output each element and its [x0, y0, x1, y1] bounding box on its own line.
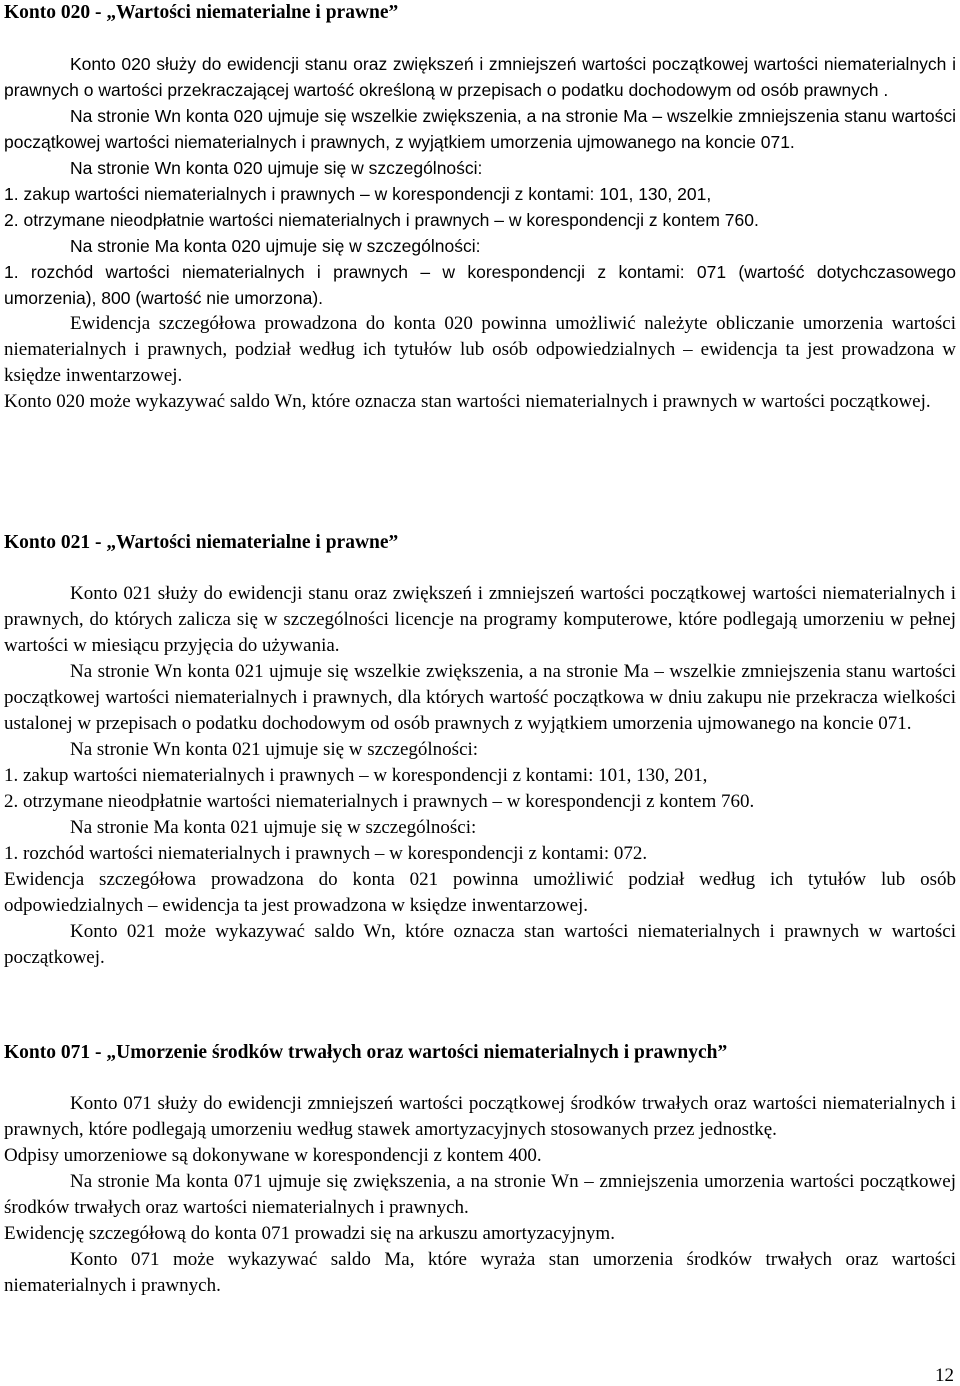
paragraph: Konto 021 może wykazywać saldo Wn, które oznacza stan wartości niematerialnych i prawnych w wartości początkowej.: [4, 921, 956, 968]
list-item: 2. otrzymane nieodpłatnie wartości niematerialnych i prawnych – w korespondencji z kontem 760.: [4, 791, 755, 812]
section-heading: Konto 021 - „Wartości niematerialne i prawne”: [4, 532, 399, 553]
paragraph: Konto 071 może wykazywać saldo Ma, które wyraża stan umorzenia środków trwałych oraz wartości niematerialnych i prawnych.: [4, 1249, 956, 1296]
section-body: [4, 1091, 956, 1299]
paragraph: Na stronie Ma konta 020 ujmuje się w szczególności:: [70, 236, 481, 256]
section-konto-020: [4, 0, 956, 415]
section-heading: Konto 071 - „Umorzenie środków trwałych oraz wartości niematerialnych i prawnych”: [4, 1042, 728, 1063]
list-item: 1. zakup wartości niematerialnych i prawnych – w korespondencji z kontami: 101, 130, 201,: [4, 765, 708, 786]
section-konto-021: [4, 530, 956, 971]
paragraph: Na stronie Ma konta 071 ujmuje się zwiększenia, a na stronie Wn – zmniejszenia umorzenia wartości początkowej środków trwałych oraz wartości niematerialnych i prawnych.: [4, 1171, 956, 1218]
section-konto-071: [4, 1040, 956, 1299]
paragraph: Na stronie Wn konta 021 ujmuje się w szczególności:: [70, 739, 479, 760]
section-body: [4, 581, 956, 971]
list-item: 2. otrzymane nieodpłatnie wartości niematerialnych i prawnych – w korespondencji z kontem 760.: [4, 210, 759, 230]
paragraph: Ewidencję szczegółową do konta 071 prowadzi się na arkuszu amortyzacyjnym.: [4, 1223, 615, 1244]
paragraph: Konto 020 może wykazywać saldo Wn, które oznacza stan wartości niematerialnych i prawnych w wartości początkowej.: [4, 391, 931, 412]
paragraph: Odpisy umorzeniowe są dokonywane w korespondencji z kontem 400.: [4, 1145, 542, 1166]
paragraph: Konto 021 służy do ewidencji stanu oraz zwiększeń i zmniejszeń wartości początkowej wartości niematerialnych i prawnych, do których zalicza się w szczególności licencje na programy komputerowe, które podlegają umorzeniu w pełnej wartości w miesiącu przyjęcia do używania.: [4, 583, 956, 656]
paragraph: Ewidencja szczegółowa prowadzona do konta 021 powinna umożliwić podział według ich tytułów lub osób odpowiedzialnych – ewidencja ta jest prowadzona w księdze inwentarzowej.: [4, 869, 956, 916]
paragraph: Ewidencja szczegółowa prowadzona do konta 020 powinna umożliwić należyte obliczanie umorzenia wartości niematerialnych i prawnych, podział według ich tytułów lub osób odpowiedzialnych – ewidencja ta jest prowadzona w księdze inwentarzowej.: [4, 313, 956, 386]
paragraph: Na stronie Wn konta 020 ujmuje się wszelkie zwiększenia, a na stronie Ma – wszelkie zmniejszenia stanu wartości początkowej wartości niematerialnych i prawnych, z wyjątkiem umorzenia ujmowanego na koncie 071.: [4, 106, 956, 152]
section-body: [4, 51, 956, 415]
document-page: [4, 0, 956, 1386]
paragraph: Na stronie Ma konta 021 ujmuje się w szczególności:: [70, 817, 477, 838]
list-item: 1. rozchód wartości niematerialnych i prawnych – w korespondencji z kontami: 072.: [4, 843, 648, 864]
page-number: 12: [935, 1365, 954, 1386]
paragraph: Na stronie Wn konta 020 ujmuje się w szczególności:: [70, 158, 483, 178]
paragraph: Konto 020 służy do ewidencji stanu oraz zwiększeń i zmniejszeń wartości początkowej wartości niematerialnych i prawnych o wartości przekraczającej wartość określoną w przepisach o podatku dochodowym od osób prawnych .: [4, 54, 956, 100]
paragraph: Na stronie Wn konta 021 ujmuje się wszelkie zwiększenia, a na stronie Ma – wszelkie zmniejszenia stanu wartości początkowej wartości niematerialnych i prawnych, dla których wartość początkowa w dniu zakupu nie przekracza wielkości ustalonej w przepisach o podatku dochodowym od osób prawnych z wyjątkiem umorzenia ujmowanego na koncie 071.: [4, 661, 956, 734]
list-item: 1. zakup wartości niematerialnych i prawnych – w korespondencji z kontami: 101, 130, 201,: [4, 184, 712, 204]
section-heading: Konto 020 - „Wartości niematerialne i prawne”: [4, 2, 399, 23]
list-item: 1. rozchód wartości niematerialnych i prawnych – w korespondencji z kontami: 071 (wartość dotychczasowego umorzenia), 800 (wartość nie umorzona).: [4, 262, 956, 308]
paragraph: Konto 071 służy do ewidencji zmniejszeń wartości początkowej środków trwałych oraz wartości niematerialnych i prawnych, które podlegają umorzeniu według stawek amortyzacyjnych stosowanych przez jednostkę.: [4, 1093, 956, 1140]
